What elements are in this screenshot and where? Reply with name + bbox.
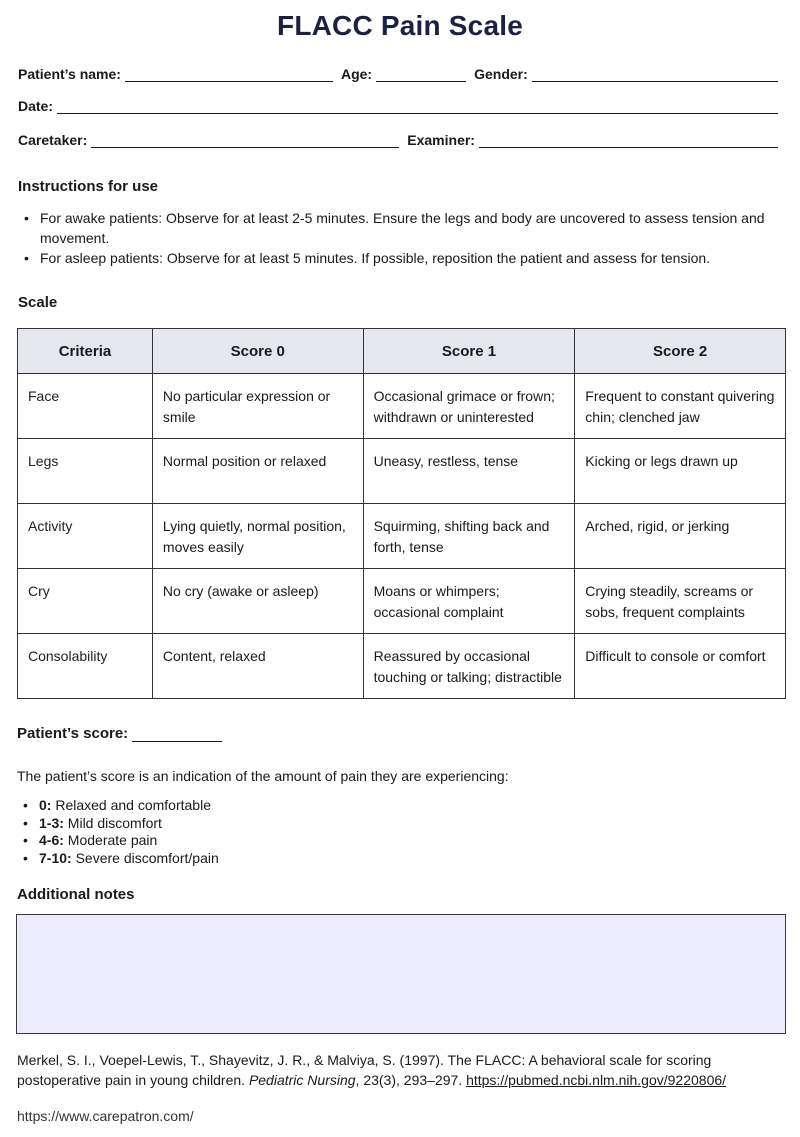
caretaker-row [18, 132, 778, 148]
patient-info-row [18, 66, 778, 82]
table-header-row [18, 329, 786, 374]
score-2-cell: Difficult to console or comfort [575, 634, 786, 699]
score-2-cell: Arched, rigid, or jerking [575, 504, 786, 569]
age-label: Age: [340, 66, 373, 82]
header-score-0: Score 0 [152, 329, 363, 374]
date-field[interactable] [57, 99, 778, 114]
caretaker-label: Caretaker: [18, 132, 88, 148]
score-2-cell: Frequent to constant quivering chin; clenched jaw [575, 374, 786, 439]
score-2-cell: Kicking or legs drawn up [575, 439, 786, 504]
score-1-cell: Squirming, shifting back and forth, tense [363, 504, 575, 569]
list-item [39, 850, 219, 868]
table-row [18, 504, 786, 569]
flacc-scale-table [17, 328, 786, 699]
additional-notes-field[interactable] [16, 914, 786, 1034]
header-score-2: Score 2 [575, 329, 786, 374]
range-label: 7-10: [39, 849, 72, 866]
criteria-cell: Face [18, 374, 153, 439]
instructions-heading: Instructions for use [18, 178, 159, 195]
patient-score-field[interactable] [132, 727, 222, 742]
header-criteria: Criteria [18, 329, 153, 374]
page-title: FLACC Pain Scale [277, 10, 523, 41]
age-field[interactable] [376, 67, 466, 82]
score-0-cell: No particular expression or smile [152, 374, 363, 439]
examiner-label: Examiner: [407, 132, 475, 148]
criteria-cell: Cry [18, 569, 153, 634]
range-text: Moderate pain [67, 832, 158, 848]
score-0-cell: Lying quietly, normal position, moves easily [152, 504, 363, 569]
instruction-item: • For awake patients: Observe for at least 2-5 minutes. Ensure the legs and body are uncovered to assess tension and movement. [40, 208, 778, 248]
table-row [18, 634, 786, 699]
table-row [18, 569, 786, 634]
patient-score-label: Patient’s score: [17, 725, 129, 742]
score-0-cell: No cry (awake or asleep) [152, 569, 363, 634]
score-1-cell: Moans or whimpers; occasional complaint [363, 569, 575, 634]
gender-label: Gender: [474, 66, 528, 82]
table-row [18, 439, 786, 504]
instruction-item: • For asleep patients: Observe for at least 5 minutes. If possible, reposition the patient and assess for tension. [40, 248, 778, 268]
footer-url: https://www.carepatron.com/ [17, 1108, 194, 1124]
list-item [39, 797, 219, 815]
date-row [18, 98, 778, 114]
reference-volume: , 23(3), 293–297. [355, 1072, 467, 1088]
range-label: 1-3: [39, 814, 64, 831]
score-1-cell: Reassured by occasional touching or talking; distractible [363, 634, 575, 699]
reference-journal: Pediatric Nursing [248, 1072, 356, 1088]
score-0-cell: Content, relaxed [152, 634, 363, 699]
reference-text: Merkel, S. I., Voepel-Lewis, T., Shayevitz, J. R., & Malviya, S. (1997). The FLACC: A behavioral scale for scoring postoperative pain in young children. [17, 1052, 712, 1088]
reference-citation [17, 1050, 787, 1090]
patient-score-row [17, 725, 222, 742]
range-label: 4-6: [39, 832, 64, 848]
range-label: 0: [39, 797, 52, 813]
examiner-field[interactable] [479, 133, 778, 148]
score-1-cell: Uneasy, restless, tense [363, 439, 575, 504]
score-interpretation: The patient’s score is an indication of the amount of pain they are experiencing: [17, 768, 509, 784]
range-text: Mild discomfort [67, 814, 162, 831]
score-ranges-list [17, 797, 219, 867]
range-text: Severe discomfort/pain [75, 849, 219, 866]
table-row [18, 374, 786, 439]
score-0-cell: Normal position or relaxed [152, 439, 363, 504]
score-1-cell: Occasional grimace or frown; withdrawn or uninterested [363, 374, 575, 439]
score-2-cell: Crying steadily, screams or sobs, frequent complaints [575, 569, 786, 634]
patient-name-label: Patient’s name: [18, 66, 121, 82]
header-score-1: Score 1 [363, 329, 575, 374]
instructions-list [18, 208, 778, 268]
additional-notes-heading: Additional notes [17, 886, 135, 903]
patient-name-field[interactable] [125, 67, 333, 82]
criteria-cell: Activity [18, 504, 153, 569]
list-item [39, 815, 219, 833]
criteria-cell: Consolability [18, 634, 153, 699]
range-text: Relaxed and comfortable [55, 797, 211, 813]
reference-link[interactable]: https://pubmed.ncbi.nlm.nih.gov/9220806/ [466, 1072, 727, 1088]
caretaker-field[interactable] [91, 133, 399, 148]
list-item [39, 832, 219, 850]
criteria-cell: Legs [18, 439, 153, 504]
gender-field[interactable] [532, 67, 778, 82]
date-label: Date: [18, 98, 54, 114]
scale-heading: Scale [18, 294, 58, 311]
